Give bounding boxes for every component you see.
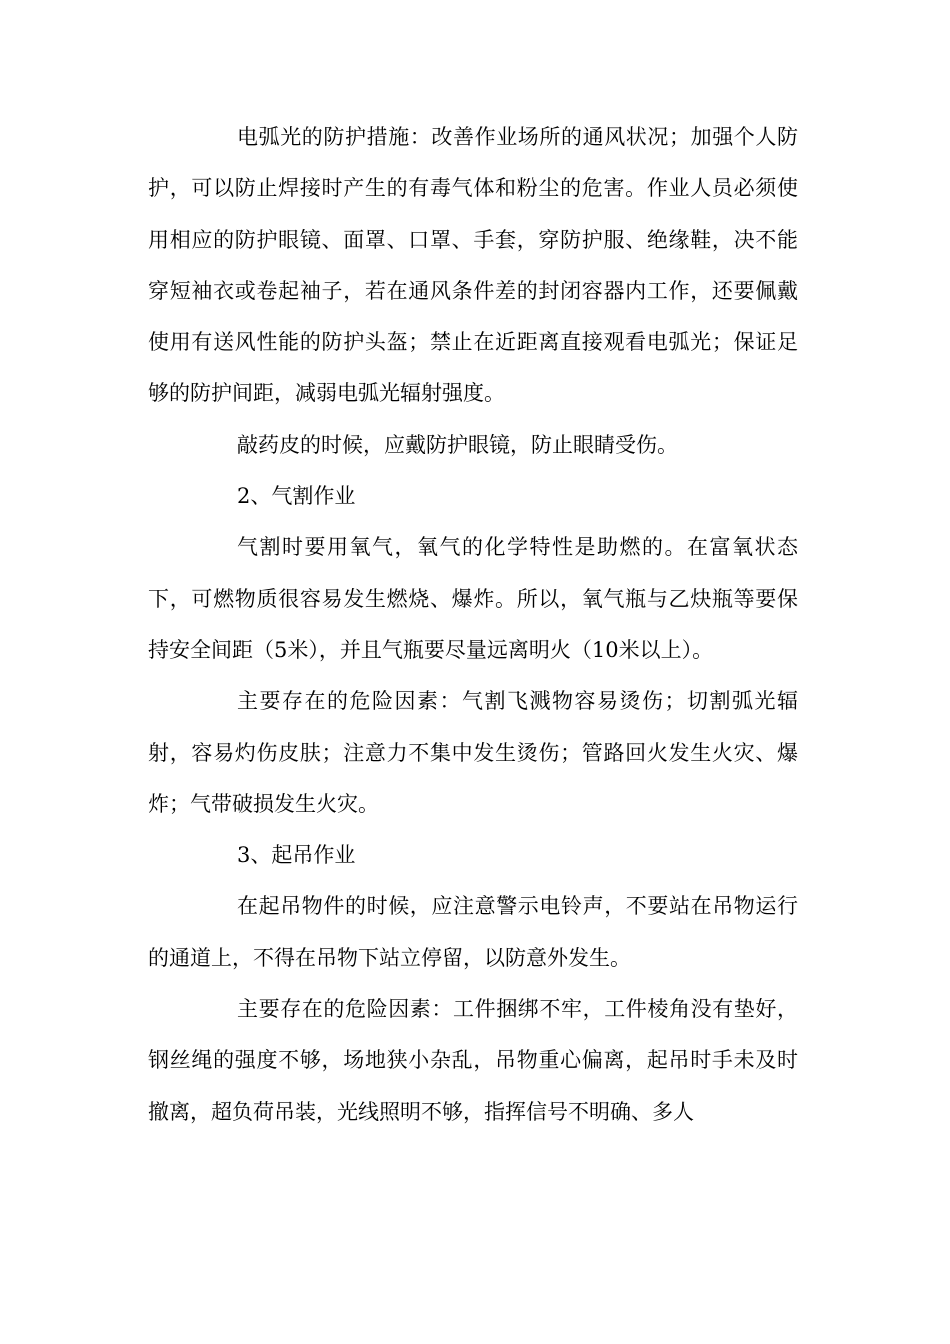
paragraph-lifting-precautions: 在起吊物件的时候，应注意警示电铃声，不要站在吊物运行的通道上，不得在吊物下站立停留，以防意外发生。 bbox=[148, 894, 798, 970]
paragraph-slag-removal: 敲药皮的时候，应戴防护眼镜，防止眼睛受伤。 bbox=[237, 432, 678, 457]
document-body bbox=[148, 112, 798, 1138]
heading-gas-cutting: 2、气割作业 bbox=[237, 484, 356, 509]
paragraph-lifting-hazards: 主要存在的危险因素：工件捆绑不牢，工件棱角没有垫好，钢丝绳的强度不够，场地狭小杂乱，吊物重心偏离，起吊时手未及时撤离，超负荷吊装，光线照明不够，指挥信号不明确、多人 bbox=[148, 997, 798, 1124]
paragraph-gas-cutting-hazards: 主要存在的危险因素：气割飞溅物容易烫伤；切割弧光辐射，容易灼伤皮肤；注意力不集中发生烫伤；管路回火发生火灾、爆炸；气带破损发生火灾。 bbox=[148, 689, 798, 816]
heading-lifting: 3、起吊作业 bbox=[237, 843, 356, 868]
paragraph-arc-light-protection: 电弧光的防护措施：改善作业场所的通风状况；加强个人防护，可以防止焊接时产生的有毒气体和粉尘的危害。作业人员必须使用相应的防护眼镜、面罩、口罩、手套，穿防护服、绝缘鞋，决不能穿短袖衣或卷起袖子，若在通风条件差的封闭容器内工作，还要佩戴使用有送风性能的防护头盔；禁止在近距离直接观看电弧光；保证足够的防护间距，减弱电弧光辐射强度。 bbox=[148, 125, 798, 406]
paragraph-gas-cutting-oxygen: 气割时要用氧气，氧气的化学特性是助燃的。在富氧状态下，可燃物质很容易发生燃烧、爆炸。所以，氧气瓶与乙炔瓶等要保持安全间距（5米），并且气瓶要尽量远离明火（10米以上）。 bbox=[148, 535, 798, 662]
